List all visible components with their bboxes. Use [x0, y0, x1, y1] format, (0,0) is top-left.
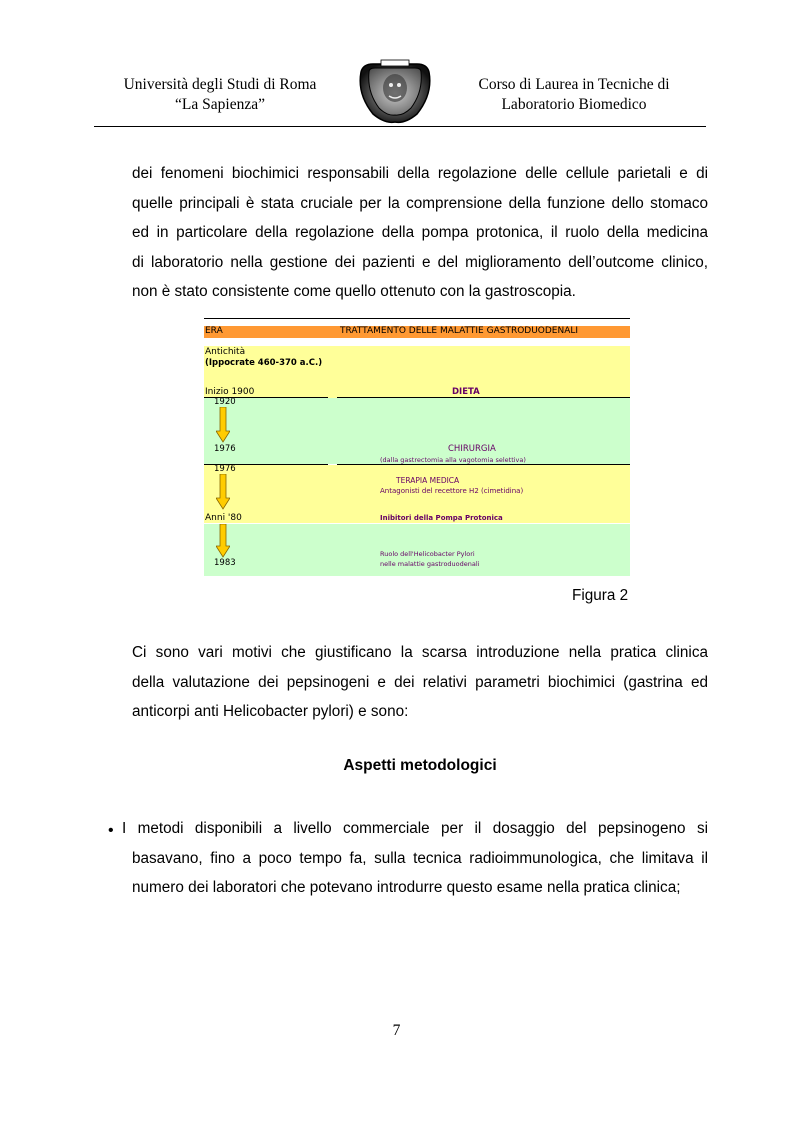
header-university — [100, 75, 340, 115]
figure-treatment-hpylori-detail: nelle malattie gastroduodenali — [380, 560, 480, 568]
header-university-line2: “La Sapienza” — [175, 96, 265, 113]
paragraph-line: quelle principali è stata cruciale per la comprensione della funzione dello stomaco — [132, 194, 708, 212]
paragraph-line: dei fenomeni biochimici responsabili della regolazione delle cellule parietali e di — [132, 165, 708, 182]
figure-year-1983: 1983 — [214, 558, 236, 568]
paragraph-line: anticorpi anti Helicobacter pylori) e sono: — [132, 703, 409, 720]
figure-year-1976: 1976 — [214, 444, 236, 454]
bullet-paragraph — [122, 814, 708, 903]
paragraph-line: basavano, fino a poco tempo fa, sulla tecnica radioimmunologica, che limitava il — [132, 849, 708, 867]
figure-era-80s: Anni '80 — [205, 513, 242, 523]
figure-treatment-timeline — [204, 318, 630, 576]
figure-treatment-surgery: CHIRURGIA — [448, 444, 496, 454]
paragraph-line: della valutazione dei pepsinogeni e dei relativi parametri biochimici (gastrina ed — [132, 673, 708, 691]
figure-era-1900: Inizio 1900 — [205, 387, 255, 397]
page-number: 7 — [392, 1022, 401, 1039]
figure-year-1920: 1920 — [214, 397, 236, 407]
figure-col-treatment: TRATTAMENTO DELLE MALATTIE GASTRODUODENALI — [340, 326, 579, 336]
figure-year-1976-start: 1976 — [214, 464, 236, 474]
figure-treatment-surgery-detail: (dalla gastrectomia alla vagotomia selettiva) — [380, 456, 526, 464]
paragraph-line: numero dei laboratori che potevano introdurre questo esame nella pratica clinica; — [132, 879, 681, 896]
figure-era-antiquity: Antichità — [205, 347, 246, 357]
paragraph-line: non è stato consistente come quello ottenuto con la gastroscopia. — [132, 283, 576, 300]
figure-treatment-diet: DIETA — [452, 387, 480, 397]
header-course-line1: Corso di Laurea in Tecniche di — [478, 76, 670, 93]
header-course-line2: Laboratorio Biomedico — [501, 96, 647, 113]
figure-era-hippocrates: (Ippocrate 460-370 a.C.) — [205, 358, 323, 368]
paragraph-line: Ci sono vari motivi che giustificano la scarsa introduzione nella pratica clinica — [132, 644, 708, 661]
header-course — [462, 75, 686, 115]
figure-col-era: ERA — [205, 326, 223, 336]
university-seal-logo — [355, 58, 435, 124]
figure-treatment-h2: Antagonisti del recettore H2 (cimetidina) — [380, 487, 524, 495]
figure-band-surgery — [204, 398, 630, 464]
paragraph-line: di laboratorio nella gestione dei pazienti e del miglioramento dell’outcome clinico, — [132, 253, 708, 271]
header-university-line1: Università degli Studi di Roma — [123, 76, 317, 93]
figure-band-antiquity — [204, 346, 630, 398]
figure-treatment-medical: TERAPIA MEDICA — [396, 476, 460, 485]
down-arrow-icon — [216, 524, 230, 558]
down-arrow-icon — [216, 474, 230, 510]
paragraph-motives — [132, 638, 708, 727]
figure-top-rule — [204, 318, 630, 319]
figure-treatment-hpylori: Ruolo dell'Helicobacter Pylori — [380, 550, 475, 558]
bullet-icon: • — [108, 822, 114, 839]
paragraph-line: ed in particolare della regolazione della pompa protonica, il ruolo della medicina — [132, 224, 708, 241]
figure-treatment-ppi: Inibitori della Pompa Protonica — [380, 514, 503, 522]
header-divider — [94, 126, 706, 127]
figure-caption: Figura 2 — [572, 587, 629, 604]
paragraph-intro — [132, 159, 708, 307]
paragraph-line: I metodi disponibili a livello commerciale per il dosaggio del pepsinogeno si — [122, 820, 708, 837]
section-heading: Aspetti metodologici — [343, 757, 497, 774]
down-arrow-icon — [216, 407, 230, 443]
